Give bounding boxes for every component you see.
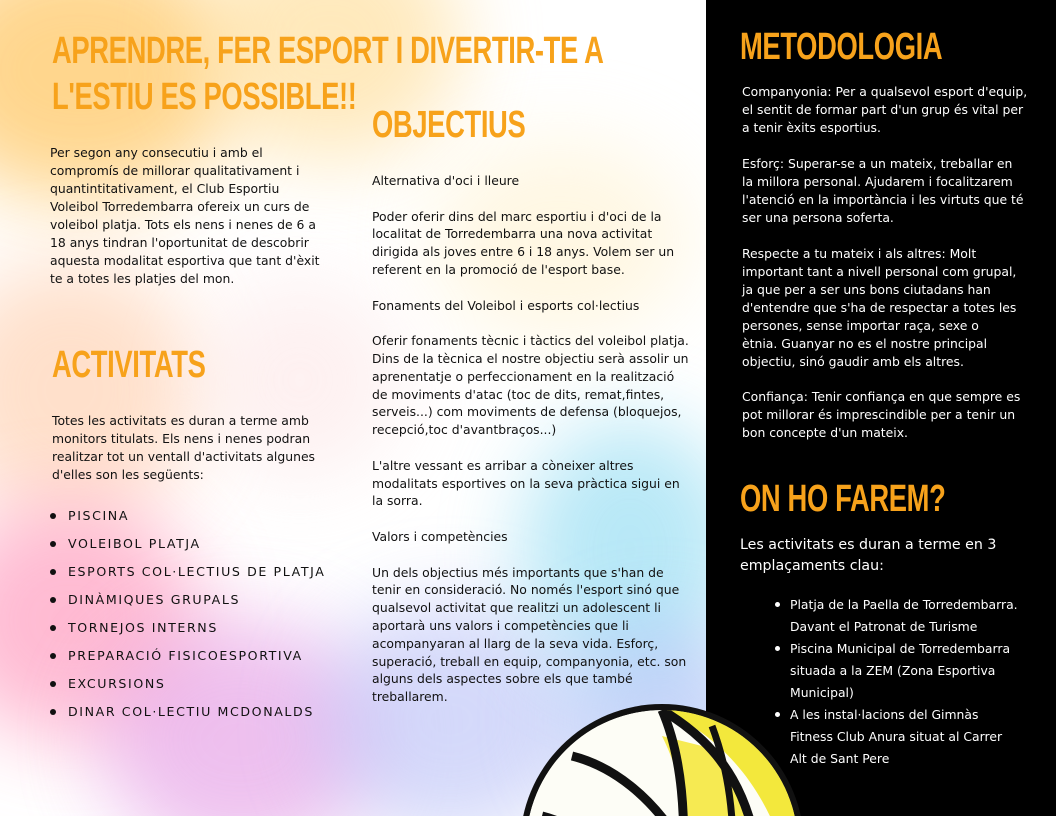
objectius-line — [372, 439, 692, 457]
objectius-line: modalitats esportives on la seva pràctica sigui en — [372, 475, 680, 491]
objectius-line: acompanyaran al llarg de la seva vida. Esforç, — [372, 635, 659, 651]
metodologia-line: ser una persona soferta. — [742, 209, 894, 225]
metodologia-line: la millora personal. Ajudarem i focalitzarem — [742, 173, 1013, 189]
list-item: EXCURSIONS — [50, 676, 326, 704]
main-title-line-2: L'ESTIU ES POSSIBLE!! — [52, 76, 357, 118]
intro-line: aquesta modalitat esportiva que tant d'èxit — [50, 253, 320, 268]
metodologia-line: l'atenció en la importància i les virtuts que té — [742, 191, 1024, 207]
metodologia-line: persones, sense importar raça, sexe o — [742, 317, 979, 333]
list-item: ESPORTS COL·LECTIUS DE PLATJA — [50, 564, 326, 592]
objectius-line: treballarem. — [372, 689, 448, 705]
objectius-line: Poder oferir dins del marc esportiu i d'oci de la — [372, 208, 662, 224]
objectius-line: Oferir fonaments tècnic i tàctics del voleibol platja. — [372, 333, 689, 349]
objectius-line: dirigida als joves entre 6 i 18 anys. Volem ser un — [372, 244, 675, 260]
activitats-list — [50, 508, 326, 732]
objectius-text — [372, 172, 692, 706]
location-item — [775, 594, 1030, 638]
objectius-line: aprenentatje o perfeccionament en la realització — [372, 368, 675, 384]
activitats-intro-line: realitzar tot un ventall d'activitats algunes — [52, 449, 316, 464]
objectius-line: Dins de la tècnica el nostre objectiu serà assolir un — [372, 350, 689, 366]
intro-line: te a totes les platjes del mon. — [50, 271, 235, 286]
metodologia-line — [742, 371, 1042, 389]
location-line: situada a la ZEM (Zona Esportiva — [790, 663, 996, 678]
intro-line: voleibol platja. Tots els nens i nenes de 6 a — [50, 217, 316, 232]
activitats-intro-line: Totes les activitats es duran a terme amb — [52, 413, 309, 428]
objectius-line: aportarà uns valors i competències que li — [372, 617, 629, 633]
metodologia-line: important tant a nivell personal com grupal, — [742, 263, 1017, 279]
intro-line: compromís de millorar qualitativament i — [50, 163, 300, 178]
location-item — [775, 704, 1030, 770]
metodologia-line — [742, 227, 1042, 245]
objectius-line: qualsevol activitat que realitzi un adolescent li — [372, 600, 661, 616]
main-title-line-1: APRENDRE, FER ESPORT I DIVERTIR-TE A — [52, 30, 604, 72]
intro-line: quantintitativament, el Club Esportiu — [50, 181, 280, 196]
objectius-line: alguns dels aspectes sobre els que també — [372, 671, 633, 687]
list-item: PREPARACIÓ FISICOESPORTIVA — [50, 648, 326, 676]
objectius-line — [372, 314, 692, 332]
metodologia-line: ètnia. Guanyar no es el nostre principal — [742, 335, 988, 351]
activitats-intro-line: d'elles son les següents: — [52, 467, 204, 482]
intro-text — [50, 144, 335, 288]
objectius-line: Un dels objectius més importants que s'han de — [372, 564, 664, 580]
list-item: PISCINA — [50, 508, 326, 536]
objectius-line: serveis...) com moviments de defensa (bloquejos, — [372, 404, 682, 420]
intro-line: Voleibol Torredembarra ofereix un curs de — [50, 199, 310, 214]
objectius-line: Valors i competències — [372, 528, 508, 544]
objectius-line — [372, 190, 692, 208]
location-line: Fitness Club Anura situat al Carrer — [790, 729, 1003, 744]
list-item: DINÀMIQUES GRUPALS — [50, 592, 326, 620]
list-item: TORNEJOS INTERNS — [50, 620, 326, 648]
location-line: A les instal·lacions del Gimnàs — [790, 707, 979, 722]
metodologia-line: pot millorar és imprescindible per a tenir un — [742, 407, 1016, 423]
location-line: Davant el Patronat de Turisme — [790, 619, 978, 634]
location-line: Municipal) — [790, 685, 854, 700]
on-ho-farem-intro-line: Les activitats es duran a terme en 3 — [740, 537, 997, 553]
metodologia-heading: METODOLOGIA — [740, 26, 943, 68]
objectius-line: superació, treball en equip, companyonia, etc. son — [372, 653, 687, 669]
list-item: VOLEIBOL PLATJA — [50, 536, 326, 564]
on-ho-farem-heading: ON HO FAREM? — [740, 478, 946, 520]
metodologia-line: bon concepte d'un mateix. — [742, 425, 908, 441]
metodologia-line: d'entendre que s'ha de respectar a totes les — [742, 299, 1017, 315]
activitats-heading: ACTIVITATS — [52, 344, 206, 386]
objectius-line: Fonaments del Voleibol i esports col·lectius — [372, 297, 640, 313]
metodologia-text — [742, 83, 1042, 442]
metodologia-line: Companyonia: Per a qualsevol esport d'equip, — [742, 84, 1028, 99]
locations-list — [775, 594, 1030, 770]
objectius-line: L'altre vessant es arribar a còneixer altres — [372, 457, 634, 473]
metodologia-line: el sentit de formar part d'un grup és vital per — [742, 102, 1024, 117]
objectius-line: la sorra. — [372, 493, 423, 509]
objectius-line — [372, 279, 692, 297]
location-line: Alt de Sant Pere — [790, 751, 890, 766]
metodologia-line: Respecte a tu mateix i als altres: Molt — [742, 245, 977, 261]
objectius-heading: OBJECTIUS — [372, 104, 526, 146]
on-ho-farem-intro — [740, 535, 1040, 577]
metodologia-line: a tenir èxits esportius. — [742, 120, 881, 135]
volleyball-icon — [512, 696, 812, 816]
objectius-line — [372, 546, 692, 564]
objectius-line: referent en la promoció de l'esport base. — [372, 261, 625, 277]
objectius-line: recepció,toc d'avantbraços...) — [372, 422, 557, 438]
location-item — [775, 638, 1030, 704]
metodologia-line: Esforç: Superar-se a un mateix, treballar en — [742, 155, 1013, 171]
activitats-intro-line: monitors titulats. Els nens i nenes podran — [52, 431, 311, 446]
intro-line: Per segon any consecutiu i amb el — [50, 145, 263, 160]
metodologia-line — [742, 137, 1042, 155]
location-line: Platja de la Paella de Torredembarra. — [790, 597, 1018, 612]
objectius-line — [372, 510, 692, 528]
metodologia-line: ja que per a ser uns bons ciutadans han — [742, 281, 991, 297]
metodologia-line: Confiança: Tenir confiança en que sempre es — [742, 389, 1021, 405]
location-line: Piscina Municipal de Torredembarra — [790, 641, 1011, 656]
objectius-line: localitat de Torredembarra una nova activitat — [372, 226, 653, 242]
list-item: DINAR COL·LECTIU MCDONALDS — [50, 704, 326, 732]
on-ho-farem-intro-line: emplaçaments clau: — [740, 558, 884, 574]
activitats-intro — [52, 412, 337, 484]
intro-line: 18 anys tindran l'oportunitat de descobrir — [50, 235, 309, 250]
objectius-line: Alternativa d'oci i lleure — [372, 173, 520, 188]
objectius-line: tenir en consideració. No només l'esport sinó que — [372, 582, 680, 598]
objectius-line: de moviments d'atac (toc de dits, remat,fintes, — [372, 386, 665, 402]
metodologia-line: objectiu, sinó gaudir amb els altres. — [742, 353, 964, 369]
